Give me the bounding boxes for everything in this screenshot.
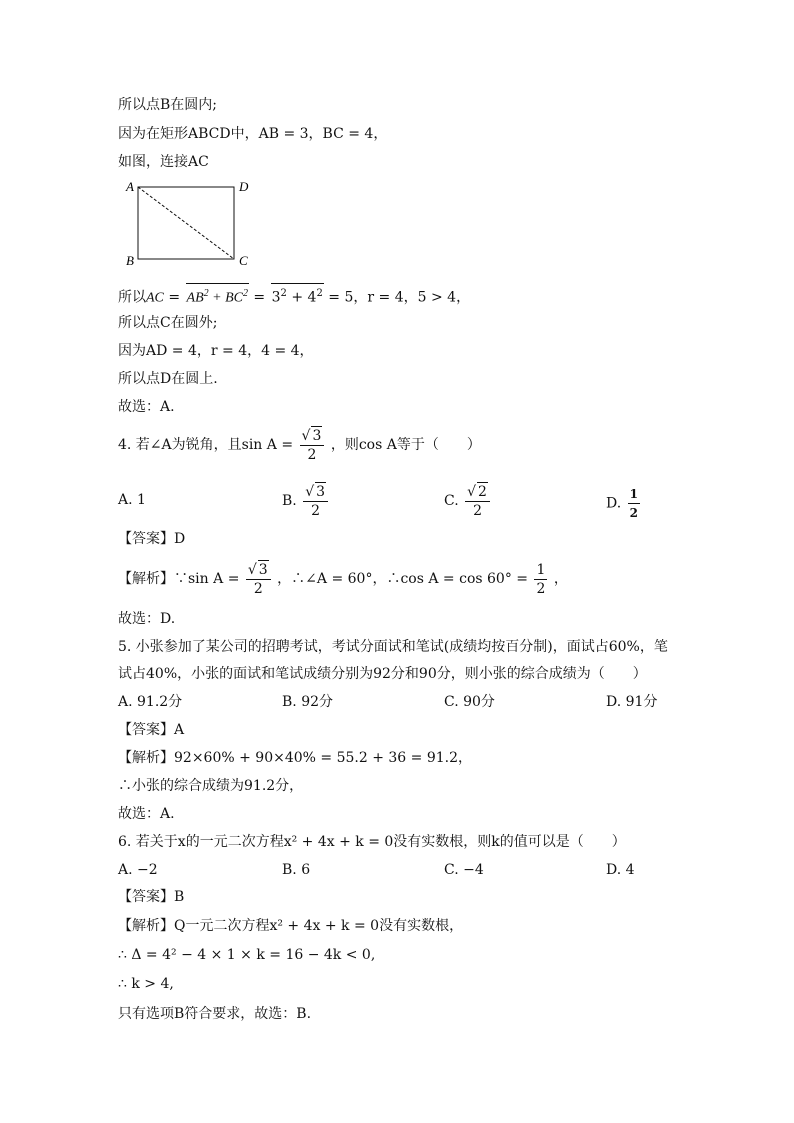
q6-delta: ∴ Δ = 4² − 4 × 1 × k = 16 − 4k < 0, — [118, 947, 376, 963]
q4-option-a: A. 1 — [118, 492, 146, 508]
q4-analysis: 【解析】∵sin A = $\frac{√ 3}{2}$ ，∴∠A = 60°，∴cos A = cos 60° = $\frac{1}{2}$ ， — [118, 561, 568, 597]
vertex-a-label: A — [126, 179, 134, 194]
q4-answer: 【答案】D — [118, 531, 186, 547]
text-line: 因为在矩形ABCD中，AB = 3，BC = 4， — [118, 126, 388, 142]
q6-option-a: A. −2 — [118, 862, 158, 878]
q6-analysis: 【解析】Q一元二次方程x² + 4x + k = 0没有实数根， — [118, 918, 464, 934]
q6-conclusion: 只有选项B符合要求，故选：B. — [118, 1006, 312, 1022]
q6-answer: 【答案】B — [118, 889, 185, 905]
q5-analysis: 【解析】92×60% + 90×40% = 55.2 + 36 = 91.2， — [118, 750, 473, 766]
q6-stem: 6. 若关于x的一元二次方程x² + 4x + k = 0没有实数根，则k的值可以是（ ） — [118, 834, 626, 850]
q4-option-c: C. $\frac{√ 2}{2}$ — [444, 482, 492, 520]
q5-option-d: D. 91分 — [606, 694, 658, 710]
q5-conclusion: 故选：A. — [118, 806, 175, 822]
q5-answer: 【答案】A — [118, 722, 185, 738]
q4-option-d: D. $\frac{1}{2}$ — [606, 487, 638, 520]
q4-option-b: B. $\frac{√ 3}{2}$ — [282, 482, 330, 520]
vertex-b-label: B — [126, 253, 134, 268]
q5-stem-line1: 5. 小张参加了某公司的招聘考试，考试分面试和笔试(成绩均按百分制)，面试占60%，笔 — [118, 639, 668, 655]
q6-k: ∴ k > 4, — [118, 976, 174, 992]
q4-stem: 4. 若∠A为锐角，且sin A = $\frac{√ 3}{2}$ ，则cos A等于（ ） — [118, 428, 481, 463]
q6-option-b: B. 6 — [282, 862, 311, 878]
rectangle-figure — [118, 176, 258, 268]
text-line: 所以点B在圆内; — [118, 97, 218, 113]
text-line: 所以点D在圆上. — [118, 371, 218, 387]
sqrt-expression: $AB^2 + BC^2$ — [186, 283, 249, 309]
q6-option-d: D. 4 — [606, 862, 635, 878]
q5-option-c: C. 90分 — [444, 694, 495, 710]
q5-option-a: A. 91.2分 — [118, 694, 183, 710]
text-line: 故选：A. — [118, 399, 175, 415]
q4-conclusion: 故选：D. — [118, 611, 176, 627]
text-line: 所以AC = $AB^2 + BC^2 = 3^2 + 4^2 = 5$，r = 4，5 > 4， — [118, 283, 470, 309]
text-line: 如图，连接AC — [118, 154, 209, 170]
q6-option-c: C. −4 — [444, 862, 484, 878]
q5-therefore: ∴小张的综合成绩为91.2分， — [118, 778, 304, 794]
text-line: 所以点C在圆外; — [118, 315, 218, 331]
q5-option-b: B. 92分 — [282, 694, 334, 710]
vertex-d-label: D — [239, 179, 249, 194]
q5-stem-line2: 试占40%，小张的面试和笔试成绩分别为92分和90分，则小张的综合成绩为（ ） — [118, 666, 647, 682]
vertex-c-label: C — [239, 253, 248, 268]
text-line: 因为AD = 4，r = 4，4 = 4， — [118, 343, 314, 359]
